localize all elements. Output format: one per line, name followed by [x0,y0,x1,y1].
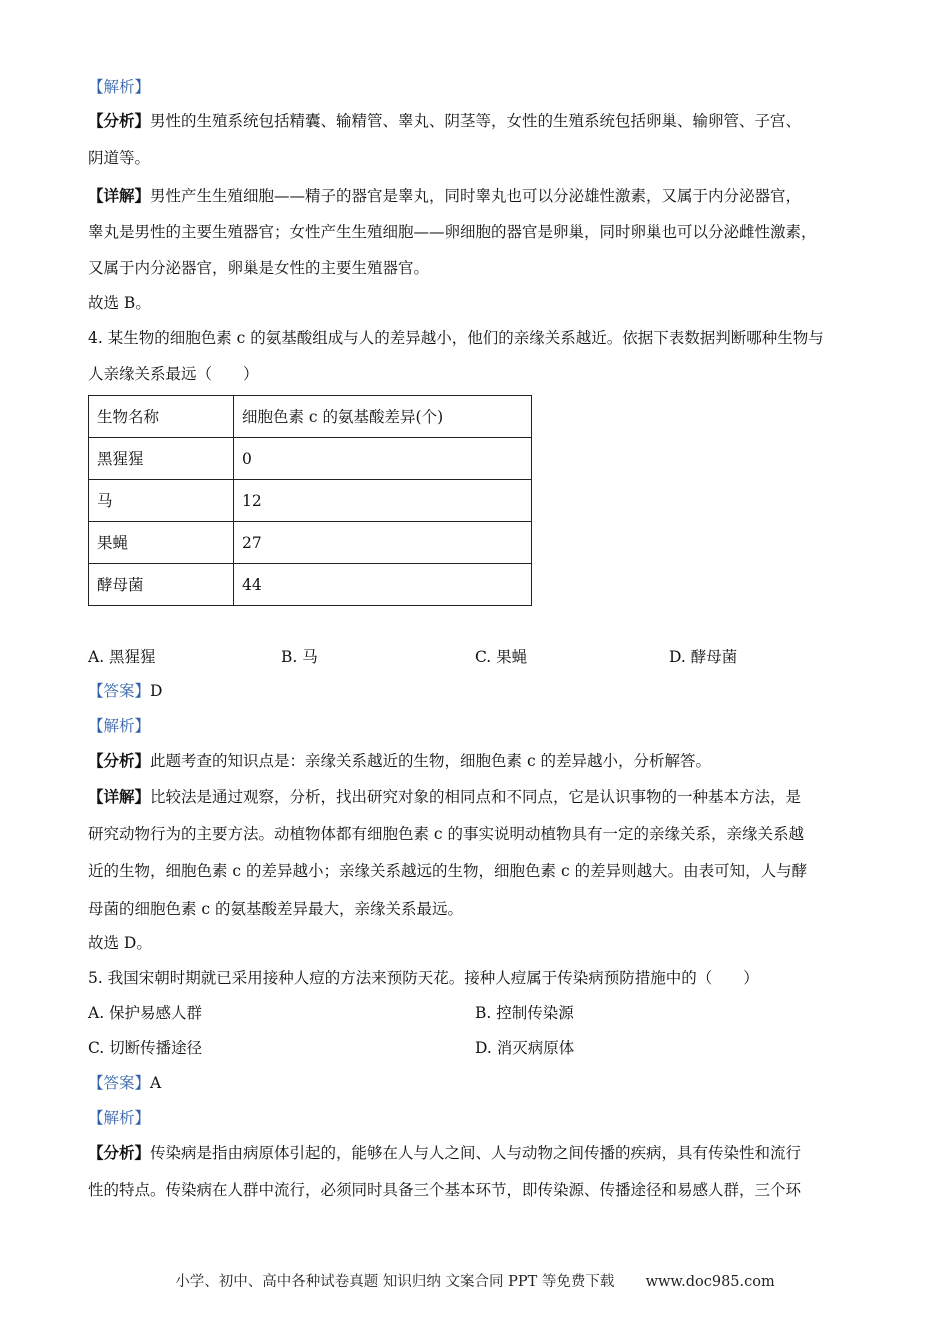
analysis-heading: 【解析】 [88,78,151,96]
table-cell: 0 [234,438,532,480]
text-line: 睾丸是男性的主要生殖器官；女性产生生殖细胞——卵细胞的器官是卵巢，同时卵巢也可以分泌雌性激素， [88,223,817,241]
page-footer [0,1270,950,1291]
q4-option-b: B. 马 [281,648,318,666]
q4-option-c: C. 果蝇 [475,648,528,666]
analysis-paragraph: 【分析】男性的生殖系统包括精囊、输精管、睾丸、阴茎等，女性的生殖系统包括卵巢、输卵管、子宫、 [88,111,802,130]
text-line: 研究动物行为的主要方法。动植物体都有细胞色素 c 的事实说明动植物具有一定的亲缘关系，亲缘关系越 [88,825,805,843]
q5-option-d: D. 消灭病原体 [475,1039,575,1057]
analysis-paragraph: 【分析】传染病是指由病原体引起的，能够在人与人之间、人与动物之间传播的疾病，具有传染性和流行 [88,1143,802,1162]
table-header-cell: 细胞色素 c 的氨基酸差异(个) [234,396,532,438]
table-row [89,522,532,564]
text-line: 性的特点。传染病在人群中流行，必须同时具备三个基本环节，即传染源、传播途径和易感人群，三个环 [88,1181,802,1199]
question-4-cont: 人亲缘关系最远（ ） [88,365,259,383]
q5-option-a: A. 保护易感人群 [88,1004,203,1022]
table-cell: 酵母菌 [89,564,234,606]
text-line: 又属于内分泌器官，卵巢是女性的主要生殖器官。 [88,259,430,277]
text-line: 阴道等。 [88,149,151,167]
table-header-cell: 生物名称 [89,396,234,438]
q4-option-a: A. 黑猩猩 [88,648,156,666]
answer-line: 【答案】A [88,1074,162,1092]
conclusion-line: 故选 B。 [88,294,151,312]
detail-paragraph: 【详解】男性产生生殖细胞——精子的器官是睾丸，同时睾丸也可以分泌雄性激素，又属于内分泌器官， [88,186,802,205]
q5-option-b: B. 控制传染源 [475,1004,574,1022]
text-line: 母菌的细胞色素 c 的氨基酸差异最大，亲缘关系最远。 [88,900,464,918]
footer-link[interactable]: www.doc985.com [645,1274,775,1290]
detail-paragraph: 【详解】比较法是通过观察，分析，找出研究对象的相同点和不同点，它是认识事物的一种基本方法，是 [88,787,802,806]
table-row [89,438,532,480]
analysis-heading: 【解析】 [88,1109,151,1127]
question-4: 4. 某生物的细胞色素 c 的氨基酸组成与人的差异越小，他们的亲缘关系越近。依据下表数据判断哪种生物与 [88,329,824,347]
table-row [89,564,532,606]
q5-option-c: C. 切断传播途径 [88,1039,203,1057]
table-cell: 27 [234,522,532,564]
table-cell: 黑猩猩 [89,438,234,480]
table-row [89,480,532,522]
data-table [88,395,532,606]
analysis-heading: 【解析】 [88,717,151,735]
table-cell: 马 [89,480,234,522]
footer-text: 小学、初中、高中各种试卷真题 知识归纳 文案合同 PPT 等免费下载 [175,1274,615,1290]
table-cell: 12 [234,480,532,522]
question-5: 5. 我国宋朝时期就已采用接种人痘的方法来预防天花。接种人痘属于传染病预防措施中的（ ） [88,969,759,987]
table-cell: 果蝇 [89,522,234,564]
table-cell: 44 [234,564,532,606]
q4-option-d: D. 酵母菌 [669,648,738,666]
analysis-paragraph: 【分析】此题考查的知识点是：亲缘关系越近的生物，细胞色素 c 的差异越小，分析解答。 [88,751,712,770]
answer-line: 【答案】D [88,682,163,700]
conclusion-line: 故选 D。 [88,934,152,952]
table-header-row [89,396,532,438]
text-line: 近的生物，细胞色素 c 的差异越小；亲缘关系越远的生物，细胞色素 c 的差异则越大。由表可知，人与酵 [88,862,808,880]
